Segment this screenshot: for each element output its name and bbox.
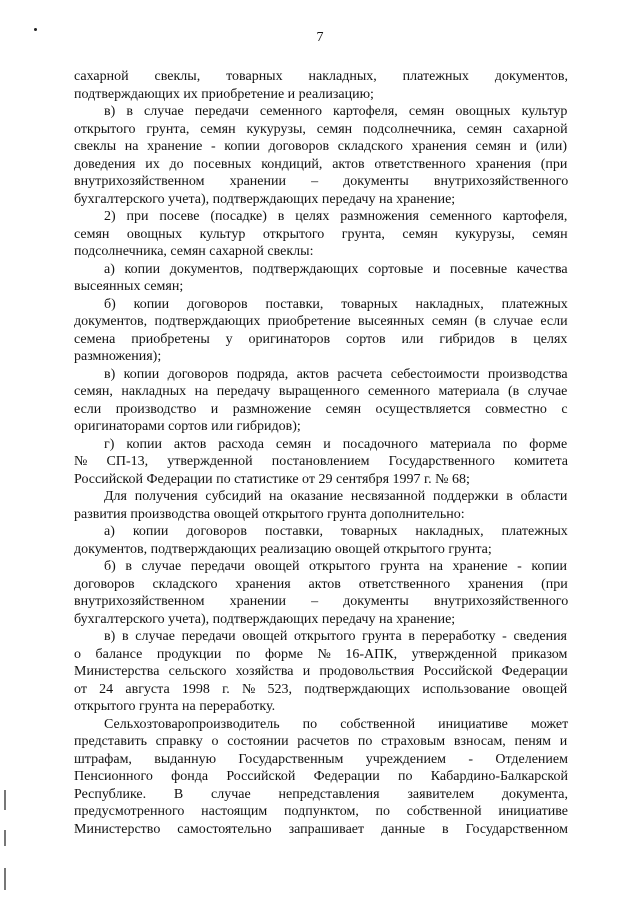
text-line: свеклы на хранение - копии договоров складского хранения семян и (или)	[74, 139, 567, 154]
text-line: развития производства овощей открытого грунта дополнительно:	[74, 506, 465, 522]
text-line: в) копии договоров подряда, актов расчета себестоимости производства	[104, 366, 568, 382]
text-line: от 24 августа 1998 г. № 523, подтверждающих использование овощей	[74, 681, 568, 697]
text-line: Министерство самостоятельно запрашивает данные в Государственном	[74, 821, 568, 837]
text-line: Сельхозтоваропроизводитель по собственной инициативе может	[104, 716, 569, 732]
text-line: предусмотренного настоящим подпунктом, по собственной инициативе	[74, 804, 568, 819]
text-line: подтверждающих их приобретение и реализацию;	[74, 86, 374, 102]
text-line: Для получения субсидий на оказание несвязанной поддержки в области	[104, 489, 568, 504]
text-line: Министерства сельского хозяйства и продовольствия Российской Федерации	[74, 664, 568, 679]
scan-edge-mark	[4, 868, 6, 890]
text-line: а) копии документов, подтверждающих сортовые и посевные качества	[104, 261, 568, 277]
page-number: 7	[316, 30, 324, 45]
text-line: в) в случае передачи семенного картофеля, семян овощных культур	[104, 104, 568, 119]
text-line: 2) при посеве (посадке) в целях размножения семенного картофеля,	[104, 209, 568, 224]
text-line: бухгалтерского учета), подтверждающих передачу на хранение;	[74, 611, 456, 627]
text-line: открытого грунта на переработку.	[74, 699, 276, 714]
text-line: семена приобретены у оригинаторов сортов или гибридов в целях	[74, 331, 568, 347]
text-line: г) копии актов расхода семян и посадочного материала по форме	[104, 436, 568, 452]
text-line: высеянных семян;	[74, 279, 184, 294]
text-line: а) копии договоров поставки, товарных накладных, платежных	[104, 524, 568, 539]
text-line: семян, накладных на передачу выращенного семенного материала (в случае	[74, 384, 568, 399]
text-line: семян овощных культур открытого грунта, семян кукурузы, семян	[74, 226, 568, 242]
text-line: внутрихозяйственном хранении – документы внутрихозяйственного	[74, 594, 569, 609]
text-line: о балансе продукции по форме № 16-АПК, утвержденной приказом	[74, 646, 568, 662]
text-line: сахарной свеклы, товарных накладных, платежных документов,	[74, 69, 568, 84]
text-line: Российской Федерации по статистике от 29 сентября 1997 г. № 68;	[74, 471, 470, 487]
text-line: договоров складского хранения актов ответственного хранения (при	[74, 576, 568, 592]
scan-edge-mark	[4, 830, 6, 846]
text-line: открытого грунта, семян кукурузы, семян подсолнечника, семян сахарной	[74, 121, 568, 137]
text-line: бухгалтерского учета), подтверждающих передачу на хранение;	[74, 191, 456, 207]
scan-edge-mark	[4, 790, 6, 810]
text-line: Пенсионного фонда Российской Федерации по Кабардино-Балкарской	[74, 769, 568, 784]
text-line: № СП-13, утвержденной постановлением Государственного комитета	[74, 454, 568, 469]
text-line: б) в случае передачи овощей открытого грунта на хранение - копии	[104, 559, 567, 574]
text-line: внутрихозяйственном хранении – документы внутрихозяйственного	[74, 174, 569, 189]
text-line: документов, подтверждающих приобретение высеянных семян (в случае если	[74, 314, 568, 329]
text-line: в) в случае передачи овощей открытого грунта в переработку - сведения	[104, 629, 567, 644]
text-line: подсолнечника, семян сахарной свеклы:	[74, 244, 314, 259]
text-line: штрафам, выданную Государственным учреждением - Отделением	[74, 751, 568, 767]
text-line: документов, подтверждающих реализацию овощей открытого грунта;	[74, 541, 492, 557]
text-line: Республике. В случае непредставления заявителем документа,	[74, 786, 568, 802]
document-body	[74, 68, 569, 838]
text-line: если производство и размножение семян осуществляется совместно с	[74, 401, 568, 417]
text-line: размножения);	[74, 349, 162, 364]
text-line: представить справку о состоянии расчетов по страховым взносам, пеням и	[74, 734, 568, 749]
text-line: доведения их до посевных кондиций, актов ответственного хранения (при	[74, 156, 568, 172]
text-line: б) копии договоров поставки, товарных накладных, платежных	[104, 296, 568, 312]
text-line: оригинаторами сортов или гибридов);	[74, 419, 301, 434]
